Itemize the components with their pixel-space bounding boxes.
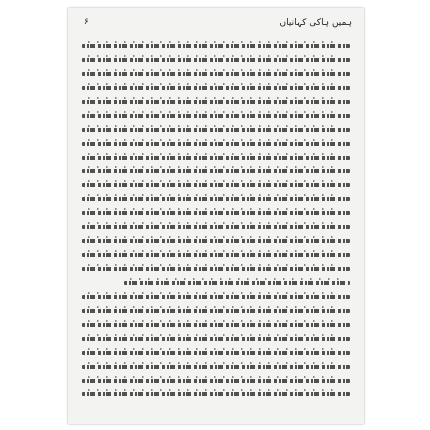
- text-line: [82, 388, 350, 401]
- text-line: [82, 361, 350, 374]
- text-line: [82, 319, 350, 332]
- text-line: [82, 249, 350, 262]
- text-line: [82, 333, 350, 346]
- running-head: ہمیں ہاکی کہانیاں: [279, 18, 352, 28]
- text-line: [82, 110, 350, 123]
- text-line: [82, 207, 350, 220]
- text-line: [82, 263, 350, 276]
- text-line: [82, 347, 350, 360]
- text-line: [82, 165, 350, 178]
- text-line: [82, 179, 350, 192]
- text-line: [82, 375, 350, 388]
- text-line: [82, 68, 350, 81]
- text-line: [82, 277, 350, 290]
- text-line: [82, 82, 350, 95]
- text-line: [82, 221, 350, 234]
- text-line: [82, 54, 350, 67]
- text-line: [82, 124, 350, 137]
- text-line: [82, 40, 350, 53]
- text-line: [82, 305, 350, 318]
- text-line: [82, 152, 350, 165]
- body-text-block: [82, 40, 350, 412]
- text-line: [82, 138, 350, 151]
- page-number: ۶: [84, 17, 89, 27]
- text-line: [82, 96, 350, 109]
- text-line: [82, 235, 350, 248]
- text-line: [82, 193, 350, 206]
- book-page: [68, 8, 364, 424]
- text-line: [82, 291, 350, 304]
